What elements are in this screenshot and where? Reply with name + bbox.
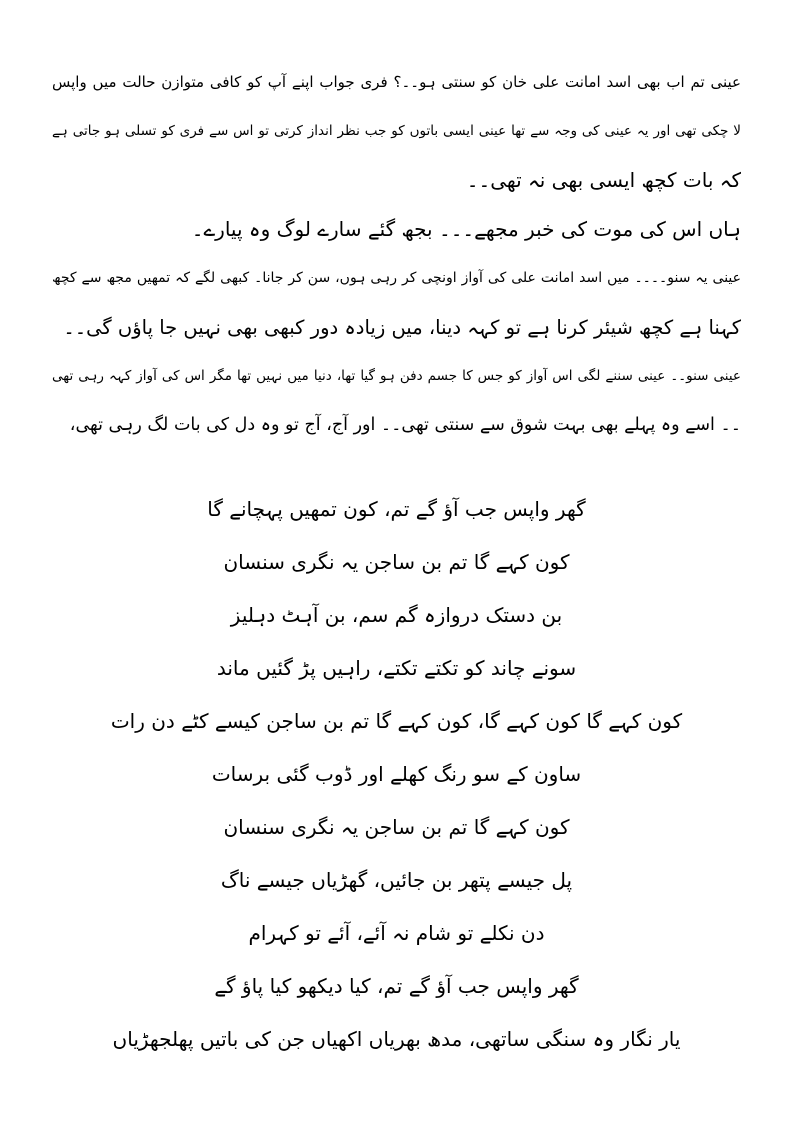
poem-verse: کون کہے گا کون کہے گا، کون کہے گا تم بن ساجن کیسے کٹے دن رات — [110, 709, 683, 733]
prose-line: عینی سنو۔۔ عینی سننے لگی اس آواز کو جس کا جسم دفن ہو گیا تھا، دنیا میں نہیں تھا مگر اس کی آواز کہہ رہی تھی — [52, 368, 741, 384]
prose-line: ۔۔ اسے وہ پہلے بھی بہت شوق سے سنتی تھی۔۔ اور آج، آج تو وہ دل کی بات لگ رہی تھی، — [69, 415, 741, 435]
poem-verse: پل جیسے پتھر بن جائیں، گھڑیاں جیسے ناگ — [220, 868, 573, 892]
prose-line: ہاں اس کی موت کی خبر مجھے۔۔۔ بجھ گئے سارے لوگ وہ پیارے۔ — [191, 217, 741, 241]
prose-section — [52, 58, 741, 450]
poem-verse: ساون کے سو رنگ کھلے اور ڈوب گئی برسات — [211, 762, 582, 786]
poem-verse: دن نکلے تو شام نہ آئے، آئے تو کہرام — [248, 921, 545, 945]
poem-verse: کون کہے گا تم بن ساجن یہ نگری سنسان — [223, 815, 570, 839]
prose-line: عینی تم اب بھی اسد امانت علی خان کو سنتی ہو۔۔؟ فری جواب اپنے آپ کو کافی متوازن حالت میں واپس — [52, 73, 741, 91]
prose-line: عینی یہ سنو۔۔۔۔ میں اسد امانت علی کی آواز اونچی کر رہی ہوں، سن کر جانا۔ کبھی لگے کہ تمھیں مجھ سے کچھ — [52, 270, 741, 286]
prose-line: کہ بات کچھ ایسی بھی نہ تھی۔۔ — [466, 168, 741, 192]
prose-line: کہنا ہے کچھ شیئر کرنا ہے تو کہہ دینا، میں زیادہ دور کبھی بھی نہیں جا پاؤں گی۔۔ — [63, 316, 741, 339]
poem-verse: بن دستک دروازہ گم سم، بن آہٹ دہلیز — [230, 603, 563, 627]
poem-verse: گھر واپس جب آؤ گے تم، کیا دیکھو کیا پاؤ گے — [214, 974, 579, 998]
poem-verse: کون کہے گا تم بن ساجن یہ نگری سنسان — [223, 550, 570, 574]
poem-verse: سونے چاند کو تکتے تکتے، راہیں پڑ گئیں ماند — [216, 656, 577, 680]
poem-section — [0, 483, 793, 1066]
poem-verse: گھر واپس جب آؤ گے تم، کون تمھیں پہچانے گا — [207, 497, 586, 521]
prose-line: لا چکی تھی اور یہ عینی کی وجہ سے تھا عینی ایسی باتوں کو جب نظر انداز کرتی تو اس سے فری کو تسلی ہو جاتی ہے — [52, 123, 741, 139]
poem-verse: یار نگار وہ سنگی ساتھی، مدھ بھریاں اکھیاں جن کی باتیں پھلجھڑیاں — [112, 1027, 681, 1051]
